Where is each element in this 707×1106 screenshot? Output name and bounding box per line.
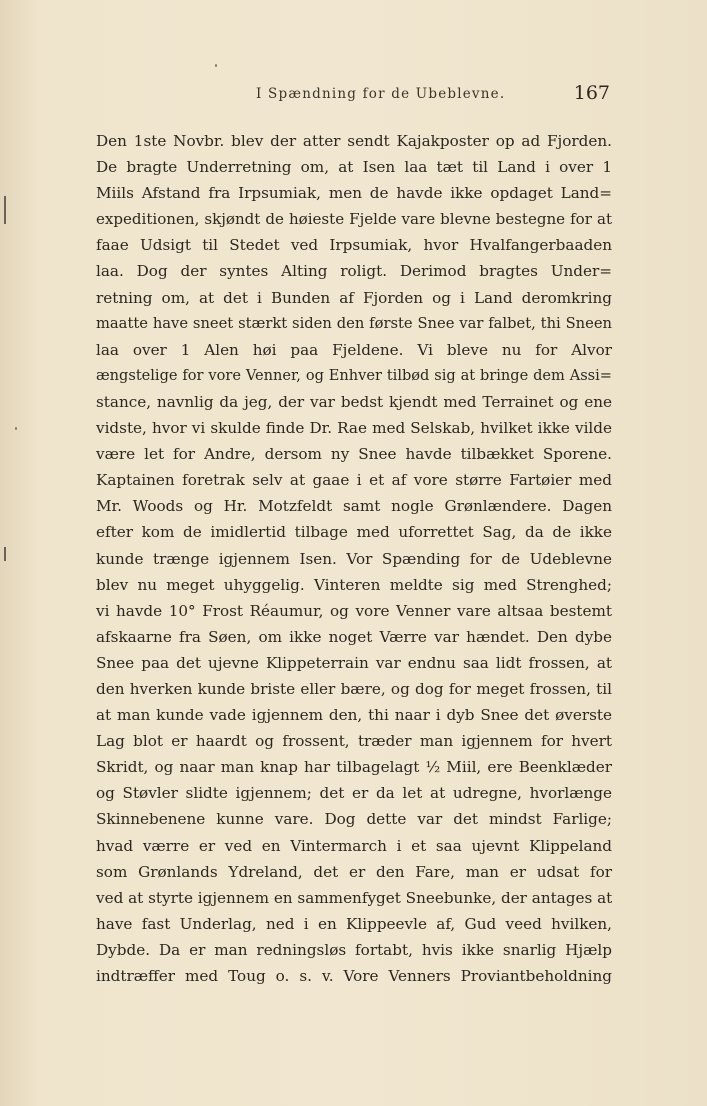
- text-line: Dybde. Da er man redningsløs fortabt, hvis ikke snarlig Hjælp: [96, 940, 612, 959]
- text-line: være let for Andre, dersom ny Snee havde tilbækket Sporene.: [96, 445, 612, 464]
- text-line: blev nu meget uhyggelig. Vinteren meldte sig med Strenghed;: [96, 575, 612, 594]
- text-line: at man kunde vade igjennem den, thi naar i dyb Snee det øverste: [96, 706, 612, 725]
- text-line: og Støvler slidte igjennem; det er da let at udregne, hvorlænge: [96, 784, 612, 803]
- text-line: vi havde 10° Frost Réaumur, og vore Venner vare altsaa bestemt: [96, 601, 612, 620]
- text-line: afskaarne fra Søen, om ikke noget Værre var hændet. Den dybe: [96, 627, 612, 646]
- text-line: kunde trænge igjennem Isen. Vor Spænding for de Udeblevne: [96, 549, 612, 568]
- text-line: retning om, at det i Bunden af Fjorden og i Land deromkring: [96, 288, 612, 307]
- text-line: Skridt, og naar man knap har tilbagelagt ½ Miil, ere Beenklæder: [96, 758, 612, 777]
- text-line: stance, navnlig da jeg, der var bedst kjendt med Terrainet og ene: [96, 392, 612, 411]
- text-line: Snee paa det ujevne Klippeterrain var endnu saa lidt frossen, at: [96, 653, 612, 672]
- text-line: Den 1ste Novbr. blev der atter sendt Kajakposter op ad Fjorden.: [96, 132, 612, 150]
- text-line: laa over 1 Alen høi paa Fjeldene. Vi bleve nu for Alvor: [96, 340, 612, 359]
- text-line: som Grønlands Ydreland, det er den Fare, man er udsat for: [96, 862, 612, 881]
- text-line: have fast Underlag, ned i en Klippeevle af, Gud veed hvilken,: [96, 914, 612, 933]
- page-header: [96, 82, 612, 110]
- text-line: indtræffer med Toug o. s. v. Vore Venners Proviantbeholdning: [96, 967, 612, 985]
- margin-mark: [4, 196, 6, 224]
- text-line: laa. Dog der syntes Alting roligt. Derimod bragtes Under=: [96, 262, 612, 281]
- text-line: Skinnebenene kunne vare. Dog dette var det mindst Farlige;: [96, 810, 612, 829]
- text-line: ved at styrte igjennem en sammenfyget Sneebunke, der antages at: [96, 888, 613, 907]
- text-line: maatte have sneet stærkt siden den første Snee var falbet, thi Sneen: [96, 314, 612, 332]
- text-line: Miils Afstand fra Irpsumiak, men de havde ikke opdaget Land=: [96, 184, 612, 203]
- text-line: De bragte Underretning om, at Isen laa tæt til Land i over 1: [96, 158, 612, 177]
- text-line: efter kom de imidlertid tilbage med uforrettet Sag, da de ikke: [96, 523, 612, 542]
- text-line: vidste, hvor vi skulde finde Dr. Rae med Selskab, hvilket ikke vilde: [96, 419, 612, 438]
- text-line: Mr. Woods og Hr. Motzfeldt samt nogle Grønlændere. Dagen: [96, 497, 612, 516]
- margin-mark: [4, 547, 6, 561]
- paper-speck: [15, 427, 17, 430]
- text-line: ængstelige for vore Venner, og Enhver tilbød sig at bringe dem Assi=: [96, 366, 612, 384]
- body-text: [96, 128, 612, 989]
- text-line: Kaptainen foretrak selv at gaae i et af vore større Fartøier med: [96, 471, 612, 490]
- text-line: expeditionen, skjøndt de høieste Fjelde vare blevne bestegne for at: [96, 210, 612, 229]
- text-line: den hverken kunde briste eller bære, og dog for meget frossen, til: [96, 679, 612, 698]
- text-line: Lag blot er haardt og frossent, træder man igjennem for hvert: [96, 732, 612, 751]
- paper-speck: [215, 64, 217, 67]
- running-title: I Spændning for de Ubeblevne.: [256, 86, 506, 102]
- page-number: 167: [573, 82, 610, 104]
- text-line: hvad værre er ved en Vintermarch i et saa ujevnt Klippeland: [96, 836, 612, 855]
- text-line: faae Udsigt til Stedet ved Irpsumiak, hvor Hvalfangerbaaden: [96, 236, 612, 255]
